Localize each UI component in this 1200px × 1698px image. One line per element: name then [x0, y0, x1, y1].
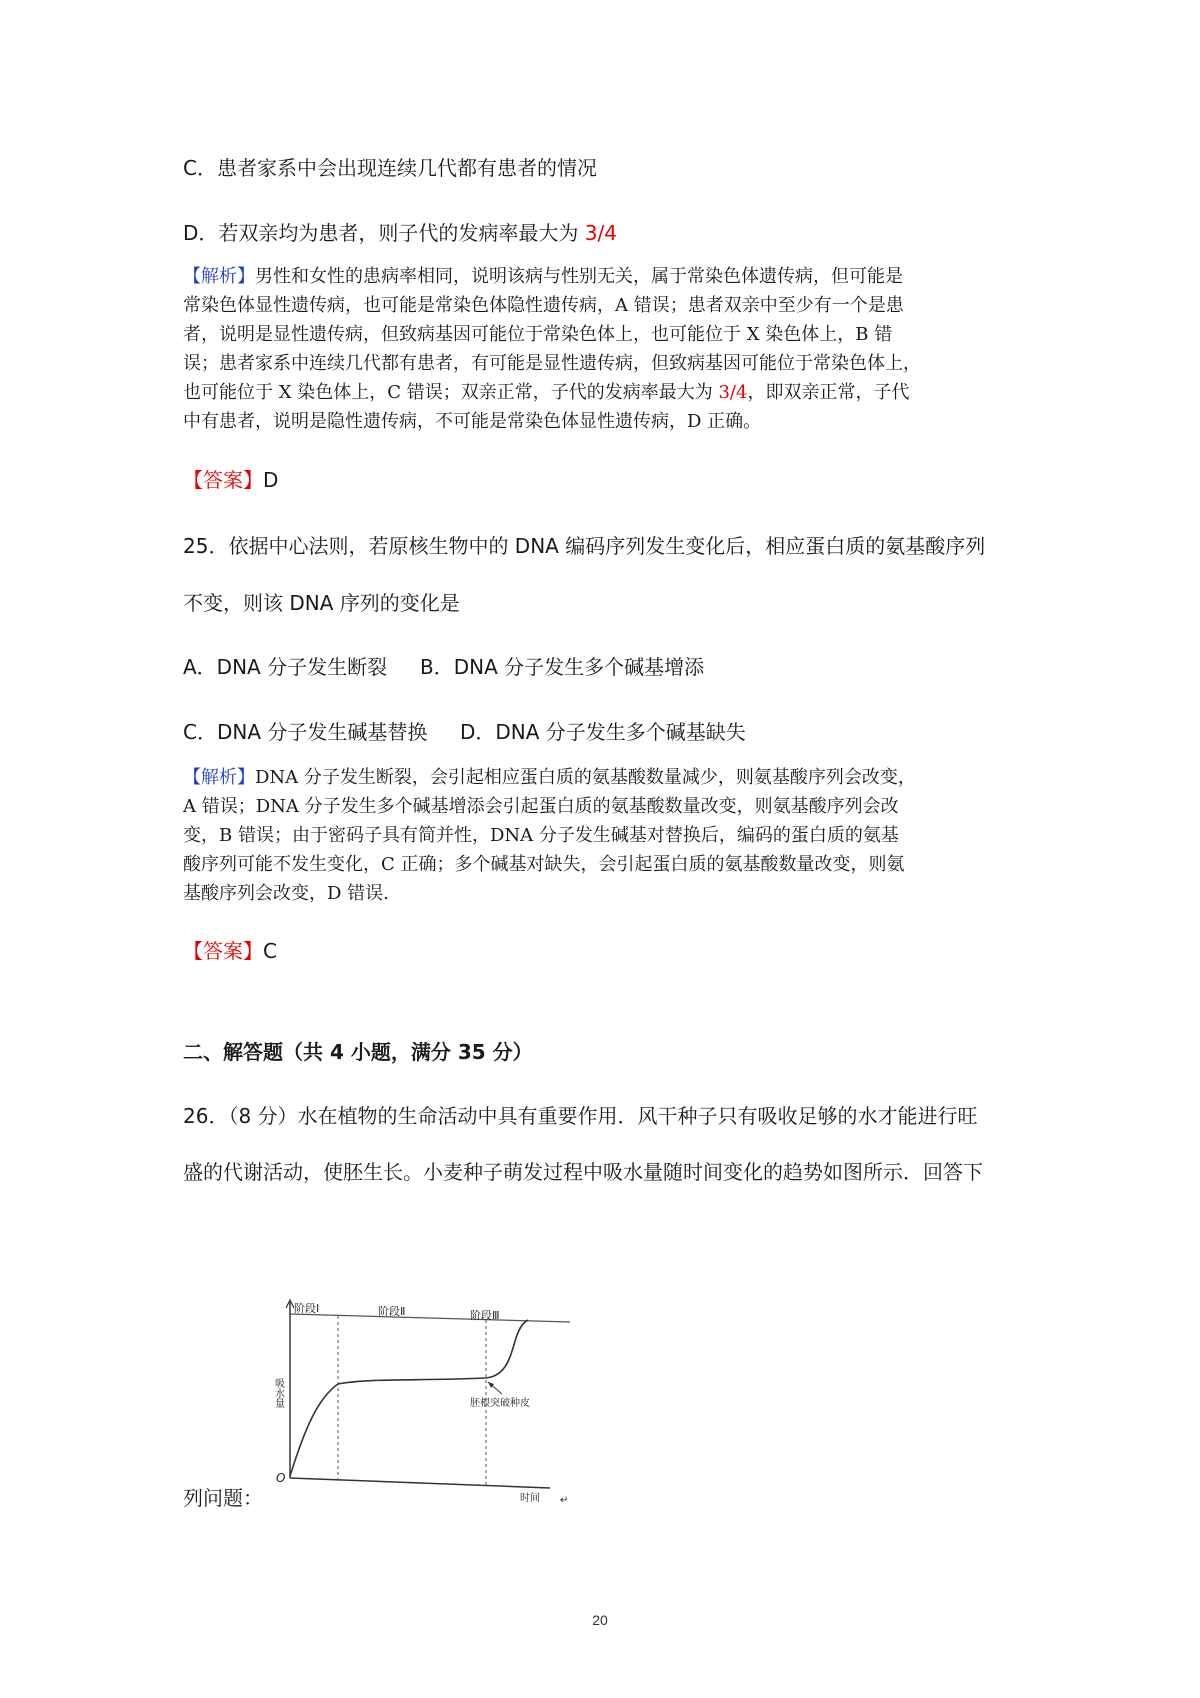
q24-answer — [183, 464, 278, 493]
q24-analysis-line-4: 误；患者家系中连续几代都有患者，有可能是显性遗传病，但致病基因可能位于常染色体上， — [183, 353, 921, 374]
stage-2-label: 阶段Ⅱ — [378, 1305, 406, 1318]
x-axis-label: 时间 — [520, 1493, 540, 1504]
q26-stem-line-1: 26．（8 分）水在植物的生命活动中具有重要作用．风干种子只有吸收足够的水才能进行旺 — [183, 1104, 978, 1128]
q25-stem-line-2: 不变，则该 DNA 序列的变化是 — [183, 591, 460, 615]
q25-answer-label: 【答案】 — [183, 939, 263, 963]
q24-analysis-line-5 — [183, 384, 909, 402]
q26-stem-line-2: 盛的代谢活动，使胚生长。小麦种子萌发过程中吸水量随时间变化的趋势如图所示．回答下 — [183, 1160, 983, 1184]
q24-analysis-line-6: 中有患者，说明是隐性遗传病，不可能是常染色体显性遗传病，D 正确。 — [183, 411, 762, 432]
q24-analysis-text-5a: 也可能位于 X 染色体上，C 错误；双亲正常，子代的发病率最大为 — [183, 382, 719, 403]
q25-analysis-line-3: 变，B 错误；由于密码子具有简并性，DNA 分子发生碱基对替换后，编码的蛋白质的氨基 — [183, 825, 899, 846]
section-heading-score: 35 — [457, 1040, 486, 1064]
section-heading-pre: 二、解答题（共 — [183, 1040, 330, 1064]
stage-3-label: 阶段Ⅲ — [470, 1309, 500, 1322]
q25-analysis-line-5: 基酸序列会改变，D 错误. — [183, 883, 389, 904]
q24-answer-value: D — [263, 468, 279, 492]
page-number: 20 — [592, 1612, 608, 1628]
q25-option-a: A．DNA 分子发生断裂 — [183, 655, 388, 679]
y-axis-label: 吸水量 — [272, 1378, 284, 1408]
figure-annotation: 胚根突破种皮 — [470, 1398, 530, 1409]
water-absorption-figure — [270, 1298, 630, 1510]
section-heading-post: 分） — [485, 1040, 533, 1064]
q25-analysis-line-4: 酸序列可能不发生变化，C 正确；多个碱基对缺失，会引起蛋白质的氨基酸数量改变，则氨 — [183, 854, 905, 875]
q25-answer-value: C — [263, 939, 277, 963]
q24-analysis-line-3: 者，说明是显性遗传病，但致病基因可能位于常染色体上，也可能位于 X 染色体上，B 错 — [183, 324, 893, 345]
return-mark: ↵ — [560, 1495, 569, 1506]
q25-option-d: D．DNA 分子发生多个碱基缺失 — [460, 720, 746, 744]
q25-option-b: B．DNA 分子发生多个碱基增添 — [420, 655, 705, 679]
stage-1-label: 阶段Ⅰ — [294, 1302, 320, 1315]
q24-analysis-line-1 — [183, 268, 903, 286]
section-heading-count: 4 — [329, 1040, 344, 1064]
q24-option-d-text: D．若双亲均为患者，则子代的发病率最大为 — [183, 221, 585, 245]
section-heading — [183, 1036, 533, 1065]
q25-analysis-label: 【解析】 — [183, 767, 255, 788]
q24-analysis-text-5b: ，即双亲正常，子代 — [747, 382, 910, 403]
q24-analysis-value: 3/4 — [718, 382, 748, 403]
annotation-arrow-head — [488, 1382, 494, 1388]
q24-answer-label: 【答案】 — [183, 468, 263, 492]
x-axis — [290, 1478, 550, 1488]
q25-analysis-text-1: DNA 分子发生断裂，会引起相应蛋白质的氨基酸数量减少，则氨基酸序列会改变， — [255, 767, 916, 788]
q24-analysis-line-2: 常染色体显性遗传病，也可能是常染色体隐性遗传病，A 错误；患者双亲中至少有一个是患 — [183, 295, 904, 316]
q25-option-c: C．DNA 分子发生碱基替换 — [183, 720, 428, 744]
q25-analysis-line-2: A 错误；DNA 分子发生多个碱基增添会引起蛋白质的氨基酸数量改变，则氨基酸序列会改 — [183, 796, 899, 817]
q24-option-d-value: 3/4 — [584, 221, 617, 245]
section-heading-mid: 小题，满分 — [343, 1040, 458, 1064]
q26-stem-line-3: 列问题： — [183, 1486, 263, 1510]
origin-label: O — [276, 1471, 286, 1485]
q25-analysis-line-1 — [183, 769, 916, 787]
q24-analysis-label: 【解析】 — [183, 266, 255, 287]
q25-answer — [183, 935, 277, 964]
q24-option-c: C．患者家系中会出现连续几代都有患者的情况 — [183, 156, 597, 180]
q24-option-d — [183, 217, 617, 246]
q24-analysis-text-1: 男性和女性的患病率相同，说明该病与性别无关，属于常染色体遗传病，但可能是 — [255, 266, 903, 287]
q25-stem-line-1: 25．依据中心法则，若原核生物中的 DNA 编码序列发生变化后，相应蛋白质的氨基酸序列 — [183, 534, 986, 558]
